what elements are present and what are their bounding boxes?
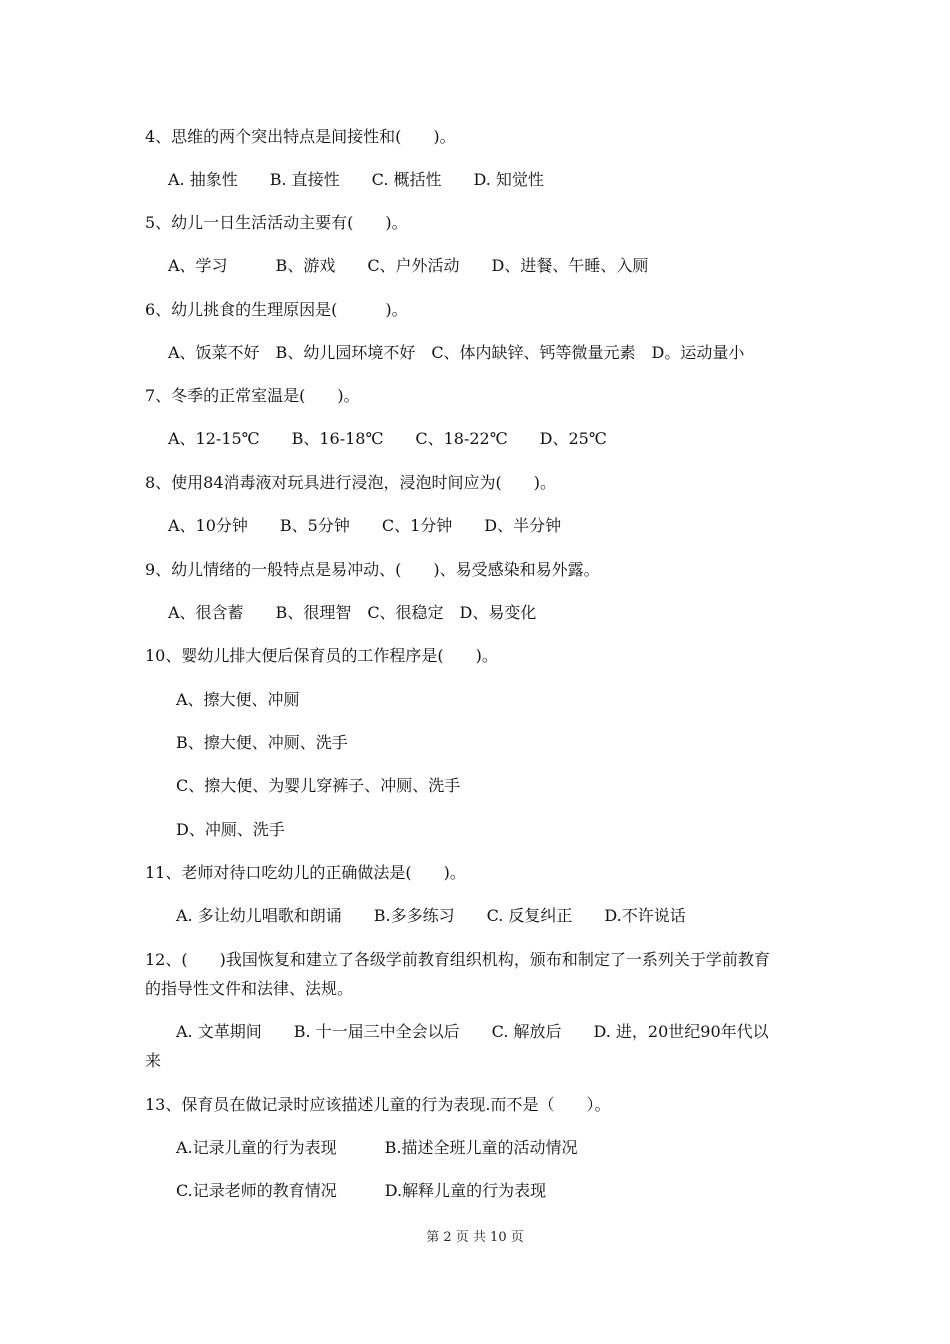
question-options-line1: A. 文革期间 B. 十一届三中全会以后 C. 解放后 D. 进，20世纪90年代以 (176, 1022, 769, 1041)
option-d: D、冲厕、洗手 (176, 820, 285, 839)
question-options: A、12-15℃ B、16-18℃ C、18-22℃ D、25℃ (168, 429, 607, 448)
question-options: A、饭菜不好 B、幼儿园环境不好 C、体内缺锌、钙等微量元素 D。运动量小 (168, 343, 745, 362)
page-number-footer: 第 2 页 共 10 页 (426, 1230, 524, 1245)
question-stem-line2: 的指导性文件和法律、法规。 (145, 979, 354, 998)
question-stem: 9、幼儿情绪的一般特点是易冲动、( )、易受感染和易外露。 (145, 560, 600, 579)
question-stem-line1: 12、( )我国恢复和建立了各级学前教育组织机构，颁布和制定了一系列关于学前教育 (145, 950, 770, 969)
question-options: A、很含蓄 B、很理智 C、很稳定 D、易变化 (168, 603, 537, 622)
option-a: A、擦大便、冲厕 (176, 690, 300, 709)
question-stem: 8、使用84消毒液对玩具进行浸泡，浸泡时间应为( )。 (145, 473, 557, 492)
question-stem: 11、老师对待口吃幼儿的正确做法是( )。 (145, 863, 466, 882)
option-c: C、擦大便、为婴儿穿裤子、冲厕、洗手 (176, 776, 461, 795)
option-b: B、擦大便、冲厕、洗手 (176, 733, 348, 752)
question-options-line2: 来 (145, 1051, 162, 1070)
question-stem: 5、幼儿一日生活活动主要有( )。 (145, 213, 408, 232)
option-row-ab: A.记录儿童的行为表现 B.描述全班儿童的活动情况 (176, 1138, 578, 1157)
option-row-cd: C.记录老师的教育情况 D.解释儿童的行为表现 (176, 1181, 547, 1200)
question-stem: 10、婴幼儿排大便后保育员的工作程序是( )。 (145, 646, 498, 665)
question-options: A、学习 B、游戏 C、户外活动 D、进餐、午睡、入厕 (168, 256, 649, 275)
question-stem: 7、冬季的正常室温是( )。 (145, 386, 360, 405)
question-options: A、10分钟 B、5分钟 C、1分钟 D、半分钟 (168, 516, 562, 535)
question-options: A. 抽象性 B. 直接性 C. 概括性 D. 知觉性 (168, 170, 544, 189)
question-options: A. 多让幼儿唱歌和朗诵 B.多多练习 C. 反复纠正 D.不许说话 (176, 906, 686, 925)
question-stem: 6、幼儿挑食的生理原因是( )。 (145, 300, 408, 319)
question-stem: 4、思维的两个突出特点是间接性和( )。 (145, 127, 456, 146)
question-stem: 13、保育员在做记录时应该描述儿童的行为表现.而不是（ ）。 (145, 1095, 611, 1114)
